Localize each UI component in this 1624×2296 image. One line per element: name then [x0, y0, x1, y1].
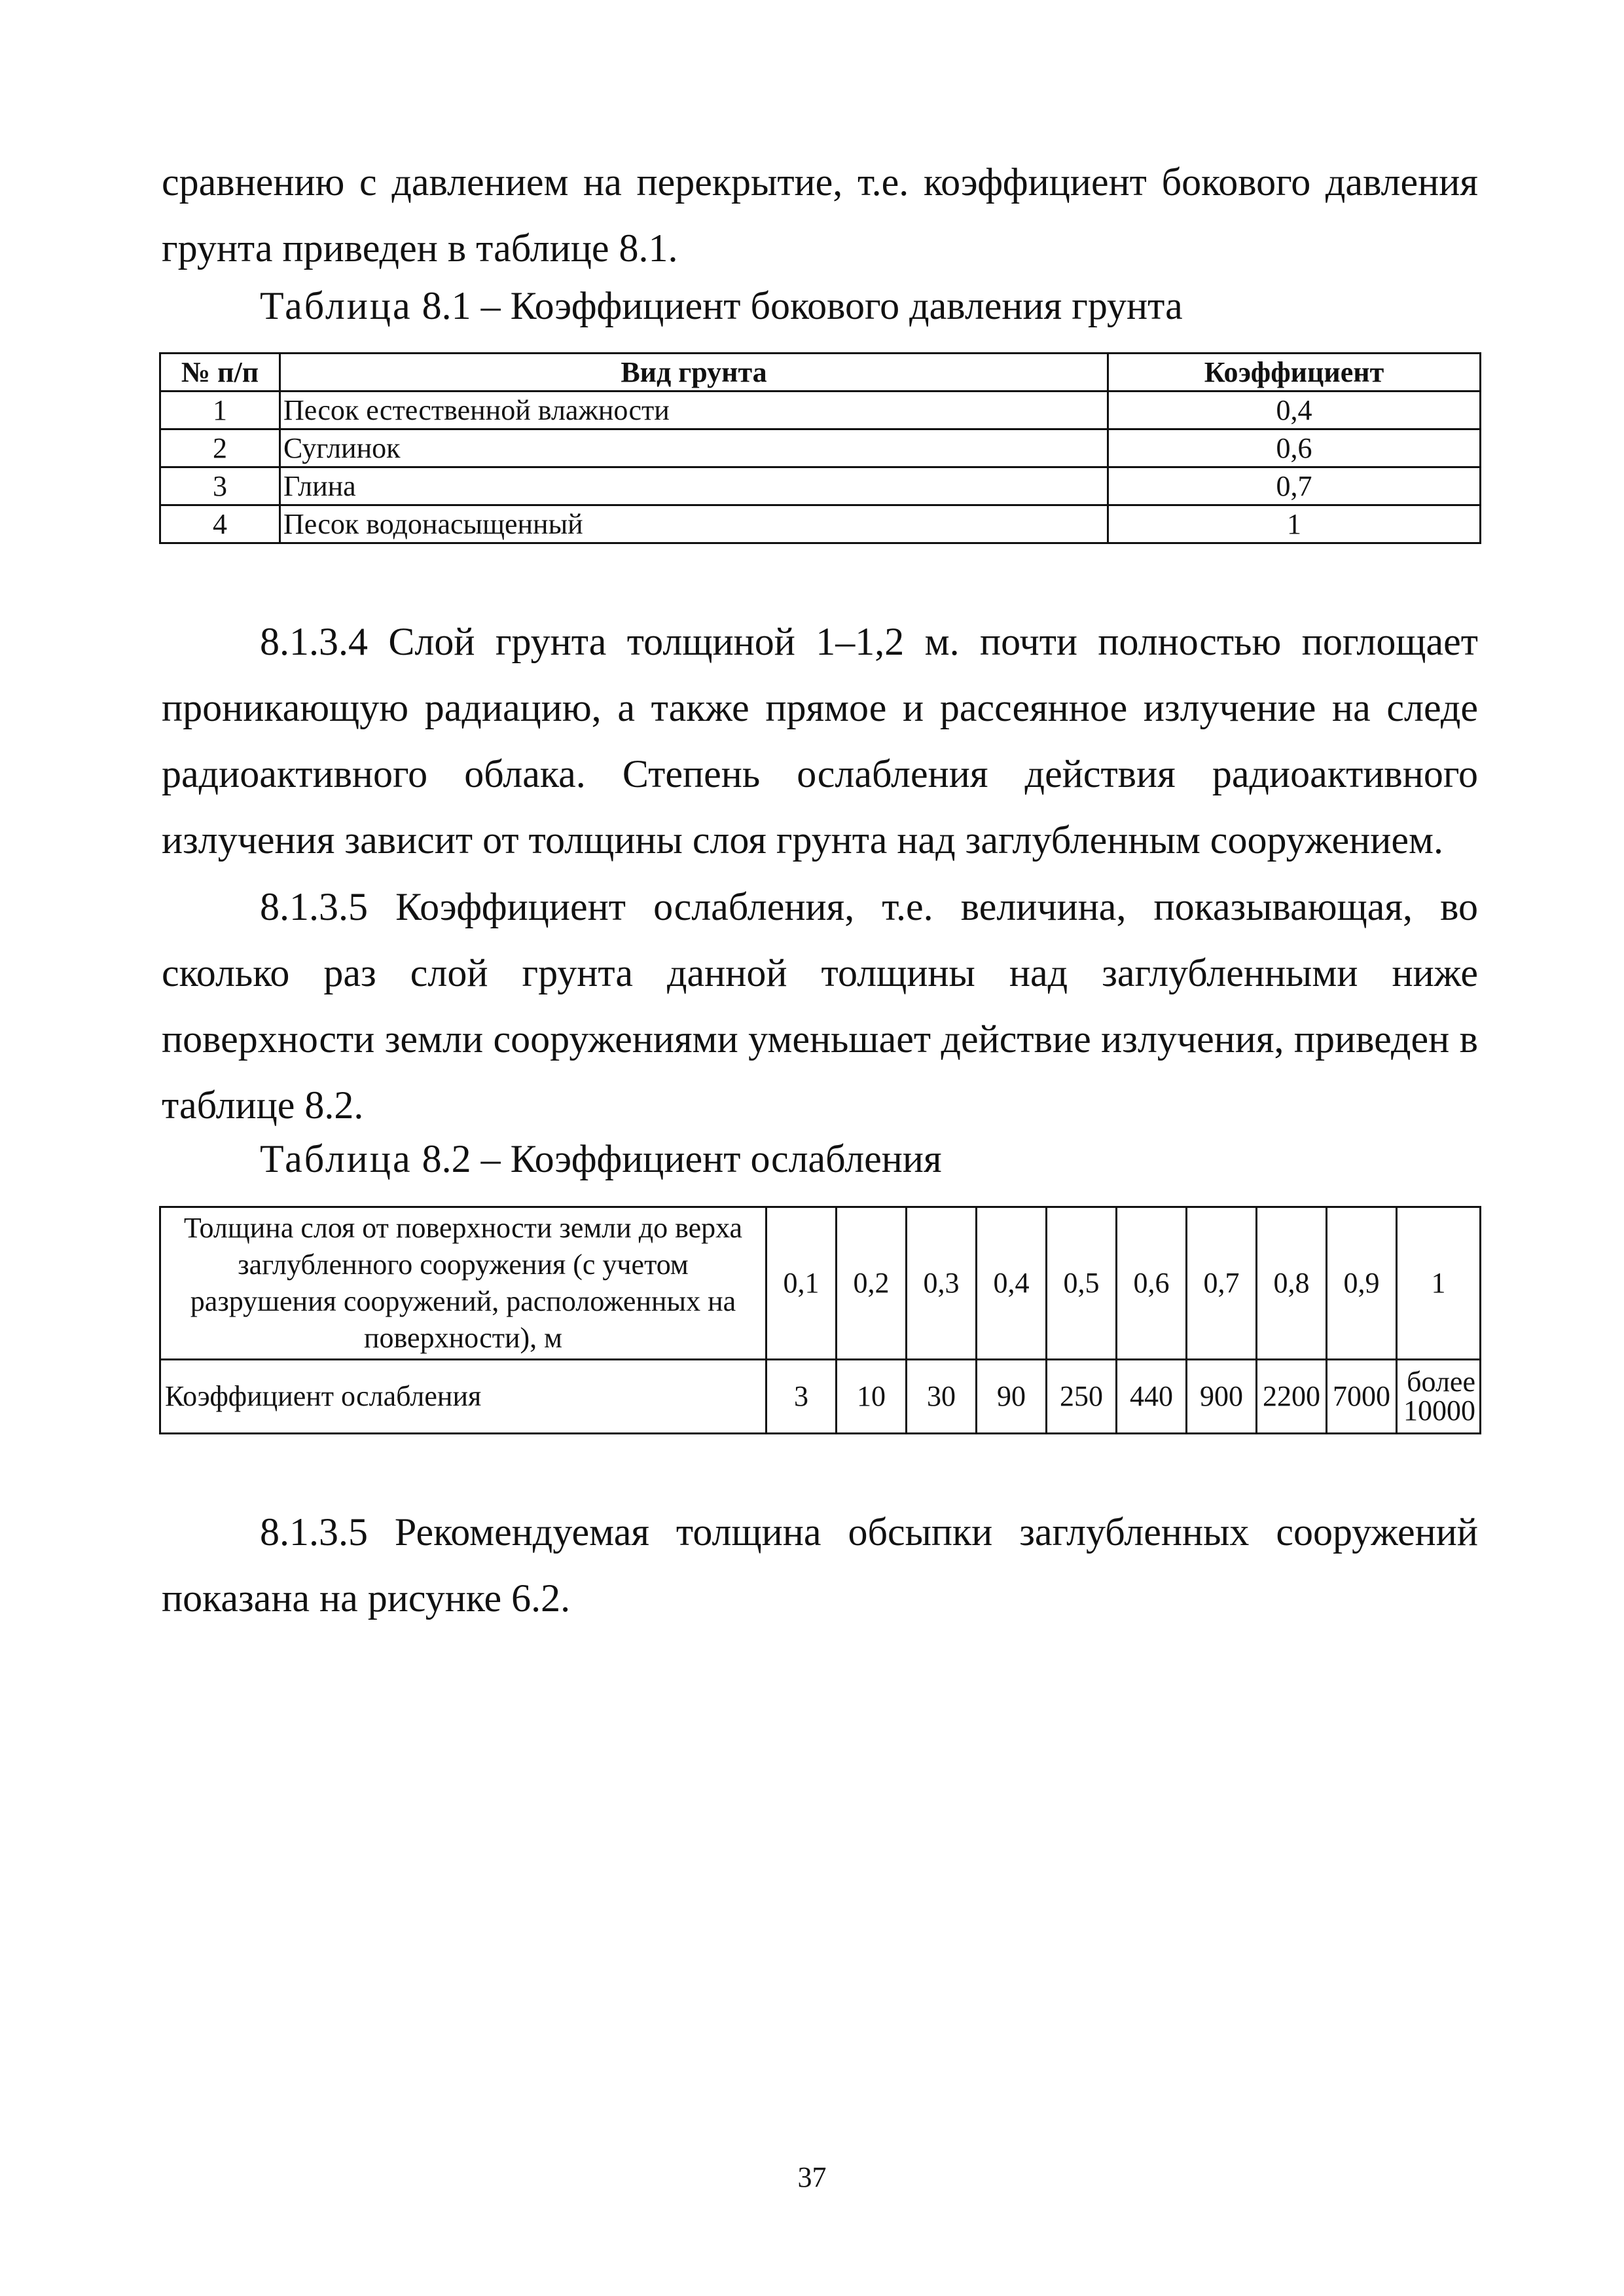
paragraph-8-1-3-5-b: 8.1.3.5 Рекомендуемая толщина обсыпки заглубленных сооружений показана на рисунке 6.2.: [162, 1510, 1478, 1620]
row-number: 2: [160, 429, 280, 467]
attenuation-header: Коэффициент ослабления: [160, 1360, 767, 1434]
header-soil-type: Вид грунта: [280, 354, 1108, 392]
row-coefficient: 0,6: [1108, 429, 1481, 467]
attenuation-value: 900: [1187, 1360, 1257, 1434]
row-number: 3: [160, 467, 280, 505]
thickness-value: 0,4: [977, 1207, 1047, 1360]
attenuation-value: 3: [767, 1360, 837, 1434]
header-number: № п/п: [160, 354, 280, 392]
thickness-value: 0,8: [1257, 1207, 1327, 1360]
page-number: 37: [797, 2161, 827, 2193]
header-coefficient: Коэффициент: [1108, 354, 1481, 392]
thickness-value: 0,2: [837, 1207, 907, 1360]
thickness-header: Толщина слоя от поверхности земли до верха заглубленного сооружения (с учетом разрушения сооружений, расположенных на поверхности), м: [160, 1207, 767, 1360]
table-row: [160, 467, 1481, 505]
attenuation-last-line1: более: [1407, 1366, 1475, 1398]
attenuation-value: 7000: [1327, 1360, 1397, 1434]
row-soil-type: Глина: [280, 467, 1108, 505]
row-soil-type: Песок естественной влажности: [280, 392, 1108, 429]
thickness-value: 0,3: [907, 1207, 977, 1360]
table-row: [160, 505, 1481, 543]
row-soil-type: Песок водонасыщенный: [280, 505, 1108, 543]
thickness-value: 0,9: [1327, 1207, 1397, 1360]
table-row: [160, 392, 1481, 429]
attenuation-last-line2: 10000: [1403, 1394, 1475, 1427]
attenuation-value-last: [1397, 1360, 1481, 1434]
attenuation-value: 10: [837, 1360, 907, 1434]
thickness-value: 0,5: [1047, 1207, 1117, 1360]
thickness-row: [160, 1207, 1481, 1360]
attenuation-value: 90: [977, 1360, 1047, 1434]
row-coefficient: 1: [1108, 505, 1481, 543]
table1-caption: [260, 283, 1183, 329]
table2-caption-text: 8.2 – Коэффициент ослабления: [412, 1137, 942, 1180]
row-soil-type: Суглинок: [280, 429, 1108, 467]
thickness-value: 1: [1397, 1207, 1481, 1360]
thickness-value: 0,6: [1117, 1207, 1187, 1360]
thickness-value: 0,7: [1187, 1207, 1257, 1360]
paragraph-top: сравнению с давлением на перекрытие, т.е. коэффициент бокового давления грунта приведен в таблице 8.1.: [162, 160, 1478, 270]
attenuation-row: [160, 1360, 1481, 1434]
table2-caption: [260, 1136, 942, 1182]
attenuation-value: 2200: [1257, 1360, 1327, 1434]
row-number: 1: [160, 392, 280, 429]
table1-caption-text: 8.1 – Коэффициент бокового давления грунта: [412, 284, 1183, 327]
row-coefficient: 0,7: [1108, 467, 1481, 505]
row-number: 4: [160, 505, 280, 543]
soil-pressure-table: [159, 352, 1481, 544]
table1-caption-label: Таблица: [260, 284, 412, 327]
attenuation-value: 440: [1117, 1360, 1187, 1434]
attenuation-value: 250: [1047, 1360, 1117, 1434]
thickness-value: 0,1: [767, 1207, 837, 1360]
table-header-row: [160, 354, 1481, 392]
paragraph-8-1-3-5-a: 8.1.3.5 Коэффициент ослабления, т.е. величина, показывающая, во сколько раз слой грунта данной толщины над заглубленными ниже поверхности земли сооружениями уменьшает действие излучения, приведен в таблице 8.2.: [162, 885, 1478, 1127]
attenuation-value: 30: [907, 1360, 977, 1434]
table2-caption-label: Таблица: [260, 1137, 412, 1180]
paragraph-8-1-3-4: 8.1.3.4 Слой грунта толщиной 1–1,2 м. почти полностью поглощает проникающую радиацию, а также прямое и рассеянное излучение на следе радиоактивного облака. Степень ослабления действия радиоактивного излучения зависит от толщины слоя грунта над заглубленным сооружением.: [162, 620, 1478, 862]
table-row: [160, 429, 1481, 467]
attenuation-table: [159, 1206, 1481, 1434]
row-coefficient: 0,4: [1108, 392, 1481, 429]
